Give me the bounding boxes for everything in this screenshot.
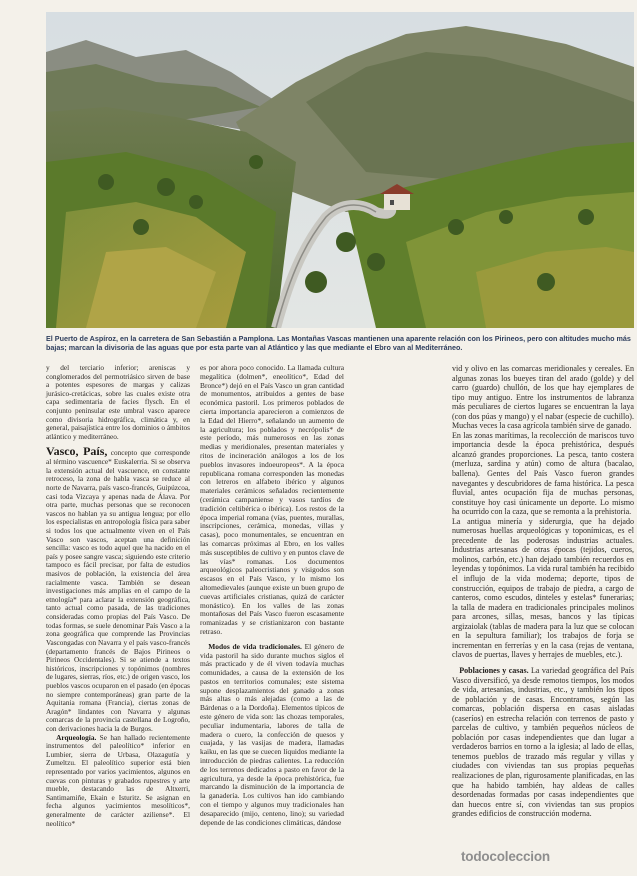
section-heading: Vasco, País,	[46, 444, 108, 459]
paragraph: Arqueología. Se han hallado recientemente instrumentos del paleolítico* inferior en Lumbier, sierra de Urbasa, Olazagutía y Zumeltzu. El paleolítico superior está bien representado por varios yacimientos, algunos en cuevas con pinturas y grabados rupestres y arte mueble, destacando las de Altxerri, Santimamiñe, Ekain e Isturitz. Se asignan en fecha algunos yacimientos mesolíticos*, generalmente de carácter aziliense*. El neolítico*	[46, 732, 190, 828]
text-column-2	[200, 364, 344, 827]
paragraph: es por ahora poco conocido. La llamada cultura megalítica (dolmen*, eneolítico*, Edad del Bronce*) dejó en el País Vasco un gran cantidad de monumentos, atribuidos a gentes de base económica pastoril. Los primeros poblados de cierta importancia aparecieron a comienzos de la Edad del Hierro*, señalando un aumento de la agricultura; los poblados y necrópolis* de este período, más numerosos en las zonas medias y meridionales, presentan materiales y ritos de incineración análogos a los de los pueblos invasores indoeuropeos*. A la época republicana romana corresponden las monedas con letreros en alfabeto ibérico y algunos materiales cerámicos señalados recientemente (cerámica campaniense y vasos tardíos de tradición celtibérica o ibérica). Los restos de la época imperial romana (vías, puentes, murallas, inscripciones, cerámica, monedas, villas y casas), poco monumentales, se encuentran en las comarcas próximas al Ebro, en los valles más susceptibles de cultivo y en puntos clave de las vías* romanas. Los documentos arqueológicos paleocristianos y visigodos son escasos en el País Vasco, y lo mismo los altomedievales (aunque existe un buen grupo de cuevas artificiales cristianas, quizá de carácter monástico). En los valles de las zonas montañosas del País Vasco fueron escasamente romanizadas y se cristianizaron con bastante retraso.	[200, 363, 344, 636]
text-column-1	[46, 364, 190, 828]
paragraph: vid y olivo en las comarcas meridionales y cereales. En algunas zonas los bueyes tiran del arado (golde) y del carro (guardo) chullón, de los que hay ejemplares de tipo muy antiguo. Entre los instrumentos de labranza más peculiares de ciertos lugares se encuentran la laya (con dos púas y mango) y el nabar (especie de cuchillo). Muchas veces la casa agrícola también sirve de ganado.	[452, 364, 634, 431]
landscape-photo	[46, 12, 634, 328]
subsection-heading: Arqueología.	[56, 732, 97, 742]
subsection-heading: Modos de vida tradicionales.	[208, 641, 302, 651]
text-column-3	[452, 364, 634, 819]
paragraph: Vasco, País, concepto que corresponde al término vascuence* Euskalerria. Si se observa la extensión actual del vascuence, en constante retroceso, la zona de habla vasca se reduce al norte de Navarra, país vasco-francés, Guipúzcoa, casi toda Vizcaya y apenas nada de Álava. Por otra parte, muchas personas que se reconocen vascos no hablan ya su antigua lengua; por ello los especialistas en antropología física para saber si todos los que actualmente viven en el País Vasco son vascos, aceptan una definición sencilla: vasco es todo aquel que ha nacido en el país y posee sangre vasca; siguiendo este criterio tampoco es fácil precisar, por falta de estudios masivos de población, la existencia del área racialmente vasca. También se desean investigaciones más amplias en el campo de la etnología* para aclarar la extensión geográfica, tanto actual como pasada, de las tradiciones consideradas como propias del País Vasco. De todas formas, se suele denominar País Vasco a la zona geográfica que comprende las Provincias Vascongadas con Navarra y el país vasco-francés (departamento francés de Bajos Pirineos o Pirineos Occidentales). Si se atiende a textos históricos, inscripciones y topónimos (nombres de lugares, sierras, ríos, etc.) de origen vasco, los pueblos vascos ocuparon en el pasado (en épocas no siempre contemporáneas) gran parte de la Aquitania romana (Francia), ciertas zonas de Aragón* lindantes con Navarra y algunas comarcas de la provincia castellana de Logroño, con derivaciones hacia la de Burgos.	[46, 444, 190, 733]
subsection-heading: Poblaciones y casas.	[459, 665, 529, 675]
paragraph: Poblaciones y casas. La variedad geográfica del País Vasco diversificó, ya desde remotos tiempos, los modos de vida, artesanías, industrias, etc., y también los tipos de población y de casas. Encontramos, según las comarcas, población dispersa en casas aisladas (caseríos) en estrecha relación con terrenos de pasto y parcelas de cultivo, y también pequeños núcleos de población por casas independientes que dan lugar a verdaderos barrios en torno a la iglesia; al lado de ellas, tenemos pueblos de trazado más regular y villas y ciudades con viviendas tan sus propias pequeñas realizaciones de plan, rigurosamente planificadas, en las que ha habido también, hay aldeas de calles desordenadas formadas por casas independientes que dan huecos entre sí, con viviendas tan sus propios grandes edificios de construcción moderna.	[452, 665, 634, 819]
paragraph: En las zonas marítimas, la recolección de mariscos tuvo importancia desde la época prehistórica, después alcanzó grandes proporciones. La pesca, tanto costera (merluza, sardina y atún) como de altura (bacalao, ballena). Gentes del País Vasco fueron grandes navegantes y descubridores de fama histórica. La pesca fluvial, antes ocupación fija de muchas personas, constituye hoy casi únicamente un deporte. Lo mismo ha ocurrido con la caza, que se remonta a la prehistoria.	[452, 430, 634, 517]
photo-caption: El Puerto de Aspíroz, en la carretera de San Sebastián a Pamplona. Las Montañas Vascas mantienen una aparente relación con los Pirineos, pero con altitudes mucho más bajas; marcan la divisoria de las aguas que por esta parte van al Atlántico y las que mediante el Ebro van al Mediterráneo.	[46, 334, 631, 353]
paragraph: Modos de vida tradicionales. El género de vida pastoril ha sido durante muchos siglos el más practicado y de él viven todavía muchas comunidades, a causa de la extensión de los pastos en territorios comunales; este sistema supone desplazamientos del ganado a zonas más altas o más alejadas (como a las de Bárdenas o a la Dordoña). Elementos típicos de este género de vida son: las chozas temporales, peculiar indumentaria, labores de talla de madera o cuero, la confección de quesos y cuajada, y las vasijas de madera, llamadas kaiku, en las que se cuecen líquidos mediante la introducción de piedras calientes. La reducción de los terrenos dedicados a pasto en favor de la agricultura, ya desde la época prehistórica, fue marcando la disminución de la importancia de la ganadería. Los cultivos han ido cambiando con el tiempo y algunos muy tradicionales han desaparecido (mijo, centeno, lino); su variedad depende de las condiciones climáticas, dándose	[200, 641, 344, 827]
paragraph: y del terciario inferior; areniscas y conglomerados del permotriásico sirven de base a potentes espesores de margas y calizas jurásico-cretácicas, sobre las cuales existe otra capa sedimentaria de facies flysch. En el conjunto peninsular este umbral vasco aparece como divisoria hidrográfica, climática y, en general, paisajística entre los dominios o ámbitos atlántico y mediterráneo.	[46, 363, 190, 441]
mountain-road-image	[46, 12, 634, 328]
paragraph: La antigua minería y siderurgia, que ha dejado numerosas huellas arqueológicas y toponímicas, es el precedente de las poderosas industrias actuales. Industrias artesanas de otras épocas (tejidos, cueros, molinos, carbón, etc.) han dejado también recuerdos en leyendas y topónimos. La vida rural también ha recibido el influjo de la vida moderna; deporte, tipos de construcción, equipos de trabajo de piedra, a cargo de canteros, como escudos, dinteles y estelas* funerarias; la talla de madera en tradicionales principales molinos para arcones, sillas, mesas, bancos y las típicas argizaiolak (tablas de madera para la luz que se colocan en la sepultura familiar); los trabajos de forja se incrementan en ferrerías y en la casa (rejas de ventana, clavos de puertas, llaves y herrajes de muebles, etc.).	[452, 516, 634, 660]
watermark-logo: todocoleccion	[461, 849, 550, 864]
